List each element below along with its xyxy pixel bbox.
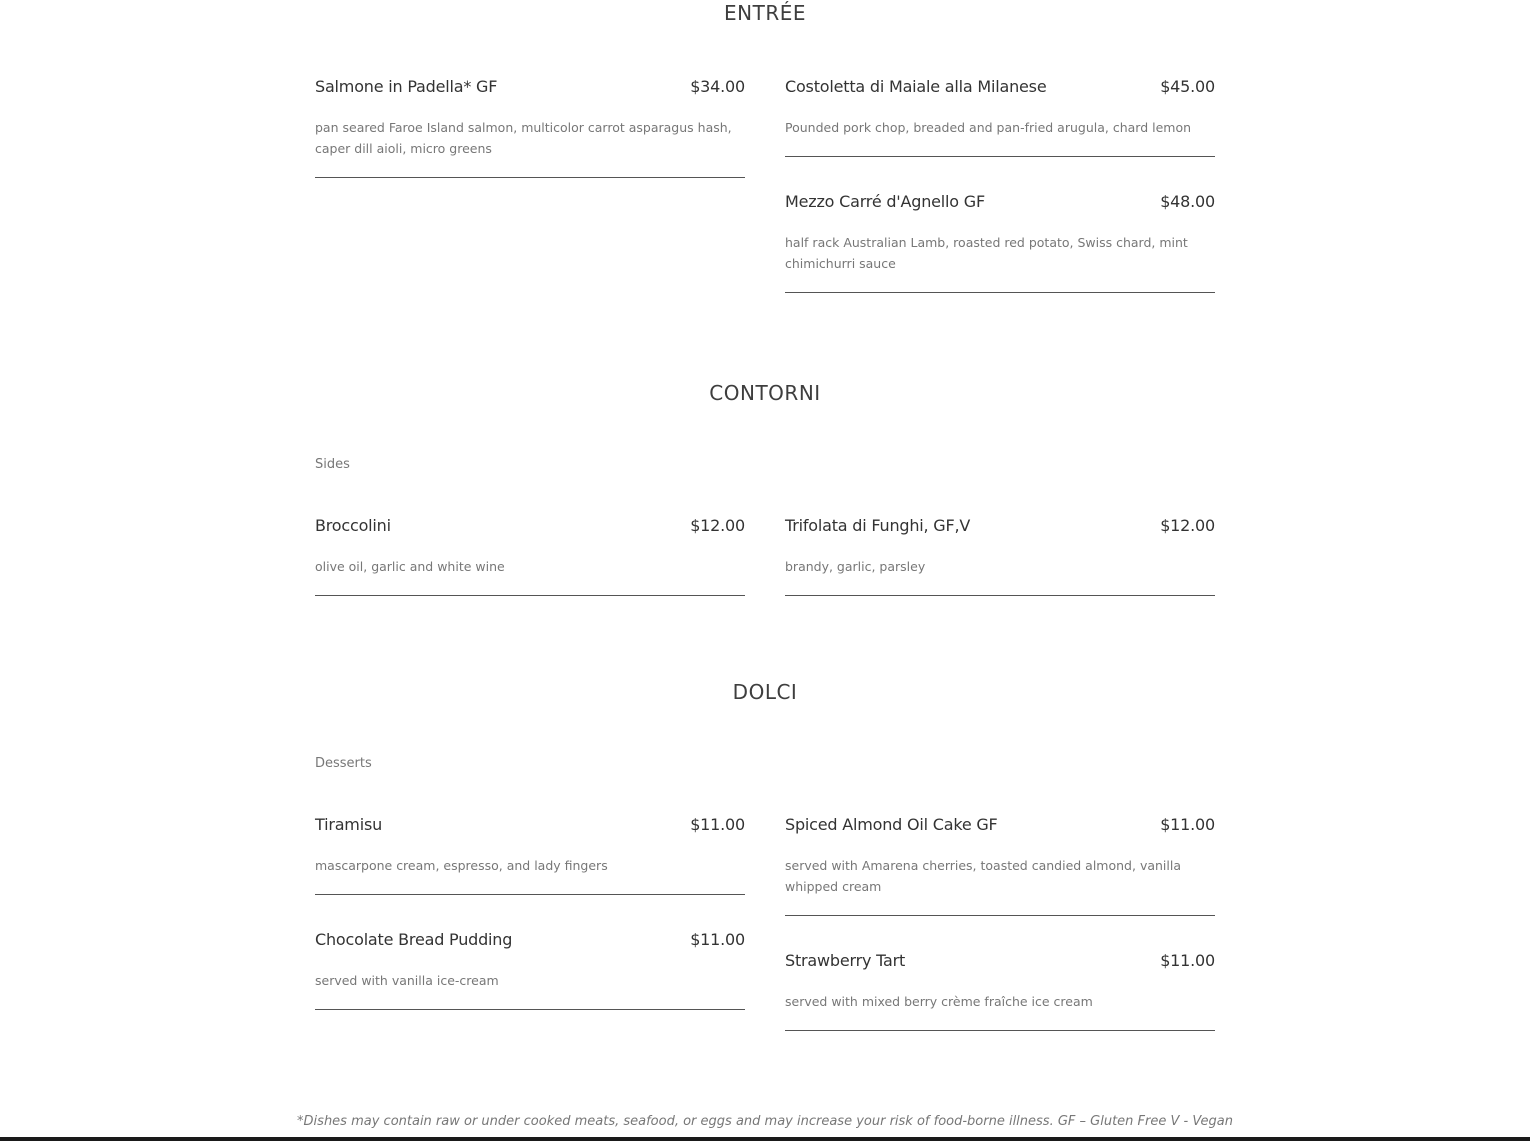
item-price: $11.00 — [1160, 951, 1215, 970]
menu-item — [785, 515, 1215, 596]
section-title-contorni: CONTORNI — [709, 381, 821, 405]
item-description: olive oil, garlic and white wine — [315, 559, 505, 574]
section-subtitle: Sides — [315, 457, 350, 472]
section-subtitle: Desserts — [315, 756, 372, 771]
menu-item — [785, 76, 1215, 157]
item-description: served with mixed berry crème fraîche ice cream — [785, 994, 1093, 1009]
item-price: $11.00 — [1160, 815, 1215, 834]
menu-item — [315, 814, 745, 895]
item-price: $48.00 — [1160, 192, 1215, 211]
section-title-entree: ENTRÉE — [724, 1, 806, 25]
item-description: mascarpone cream, espresso, and lady fingers — [315, 858, 608, 873]
item-name: Chocolate Bread Pudding — [315, 930, 513, 949]
item-price: $11.00 — [690, 815, 745, 834]
menu-item — [785, 950, 1215, 1031]
item-name: Salmone in Padella* GF — [315, 77, 498, 96]
item-name: Mezzo Carré d'Agnello GF — [785, 192, 985, 211]
menu-item — [785, 191, 1215, 293]
item-price: $12.00 — [690, 516, 745, 535]
item-description: served with vanilla ice-cream — [315, 973, 499, 988]
bottom-divider — [0, 1137, 1530, 1141]
section-title-dolci: DOLCI — [732, 680, 798, 704]
item-description: Pounded pork chop, breaded and pan-fried arugula, chard lemon — [785, 120, 1192, 135]
allergen-footnote: *Dishes may contain raw or under cooked meats, seafood, or eggs and may increase your risk of food-borne illness. GF – Gluten Free V - Vegan — [297, 1114, 1233, 1129]
item-name: Strawberry Tart — [785, 951, 906, 970]
item-description: pan seared Faroe Island salmon, multicolor carrot asparagus hash, caper dill aioli, micro greens — [315, 120, 732, 156]
item-name: Tiramisu — [315, 815, 383, 834]
item-name: Costoletta di Maiale alla Milanese — [785, 77, 1047, 96]
item-description: served with Amarena cherries, toasted candied almond, vanilla whipped cream — [785, 858, 1181, 894]
item-price: $34.00 — [690, 77, 745, 96]
item-name: Trifolata di Funghi, GF,V — [785, 516, 971, 535]
menu-item — [315, 515, 745, 596]
item-name: Spiced Almond Oil Cake GF — [785, 815, 998, 834]
item-price: $45.00 — [1160, 77, 1215, 96]
menu-item — [785, 814, 1215, 916]
item-price: $12.00 — [1160, 516, 1215, 535]
item-name: Broccolini — [315, 516, 391, 535]
item-description: brandy, garlic, parsley — [785, 559, 926, 574]
item-description: half rack Australian Lamb, roasted red potato, Swiss chard, mint chimichurri sauce — [785, 235, 1188, 271]
menu-item — [315, 76, 745, 178]
menu-item — [315, 929, 745, 1010]
item-price: $11.00 — [690, 930, 745, 949]
